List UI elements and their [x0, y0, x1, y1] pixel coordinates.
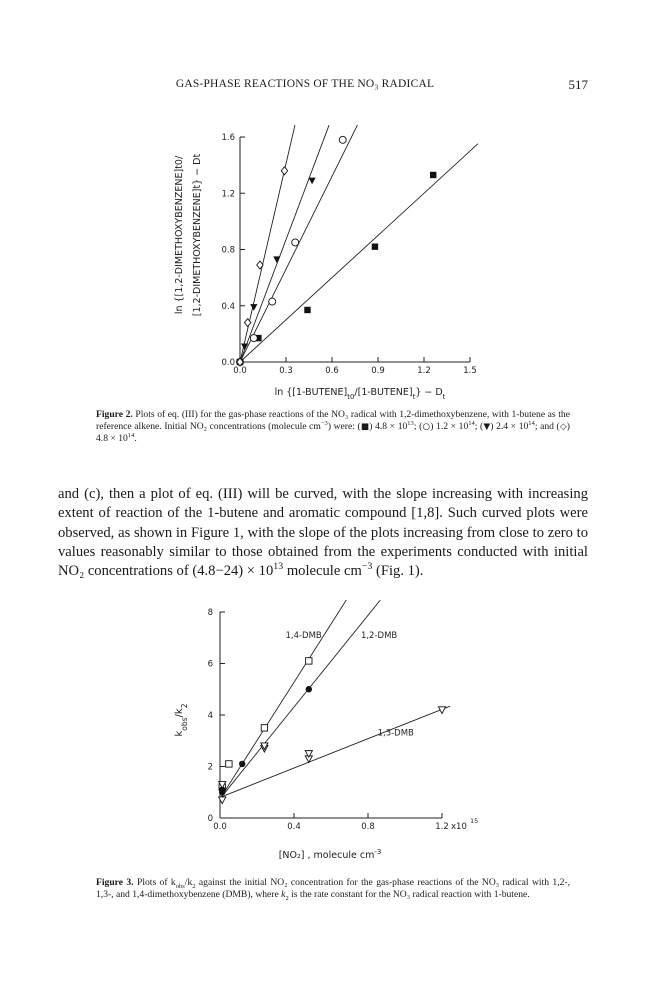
x-tick-label: 0.8	[361, 822, 375, 832]
open-circle-icon: ○	[422, 422, 431, 433]
x-tick-label: 0.3	[279, 366, 293, 376]
figure-2-axes	[240, 137, 470, 362]
filled-triangle-icon: ▼	[483, 422, 491, 433]
figure-3-caption: Figure 3. Plots of $k_{obs}/k_2$ against the initial NO₂ concentration for the gas-phase reactions of the NO₃ radical with 1,2-, 1,3-, and 1,4-dimethoxybenzene (DMB), where $k_2$ is the rate constant for the NO₃ radical reaction with 1-butene.	[96, 877, 570, 903]
x-tick-label: 0.0	[233, 366, 247, 376]
series-label: 1,3-DMB	[377, 728, 414, 739]
y-tick-label: 8	[207, 608, 213, 618]
x-tick-label: 0.4	[287, 822, 301, 832]
figure-3-series-labels	[285, 631, 414, 739]
figure-3-y-axis-label: $k_{obs}/k_2$	[174, 703, 189, 737]
figure-3-caption-label: Figure 3.	[96, 877, 134, 888]
data-point-open-square	[226, 761, 232, 767]
data-point-filled-triangle	[308, 178, 315, 185]
data-point-filled-square	[372, 243, 378, 249]
data-point-filled-circle	[239, 761, 245, 767]
x-tick-label: 1.2	[435, 822, 449, 832]
figure-3-chart	[160, 600, 500, 868]
figure-2-markers	[236, 136, 436, 366]
running-header-title: GAS-PHASE REACTIONS OF THE NO₃ RADICAL	[175, 78, 435, 90]
data-point-open-square	[261, 725, 267, 731]
x-tick-label: 1.2	[417, 366, 431, 376]
x-tick-label: 0.6	[325, 366, 339, 376]
figure-2-x-axis-label: $\ln \{[1-BUTENE]_{t0}/[1-BUTENE]_t\} - D_t$	[274, 387, 446, 400]
data-point-open-circle	[292, 239, 299, 246]
data-point-filled-square	[430, 172, 436, 178]
y-tick-label: 4	[207, 711, 213, 721]
page-number: 517	[568, 77, 588, 92]
figure-3-fit-lines	[220, 600, 450, 799]
fit-line	[220, 600, 346, 799]
body-paragraph: and (c), then a plot of eq. (III) will be curved, with the slope increasing with increasing extent of reaction of the 1-butene and aromatic compound [1,8]. Such curved plots were observed, as shown in Figure 1, with the slope of the plots increasing from close to zero to values reasonably similar to those obtained from the experiments conducted with initial NO₂ concentrations of $(4.8-24) \times 10^{13}$ molecule $cm^{-3}$ (Fig. 1).	[58, 486, 588, 580]
y-tick-label: 1.2	[221, 189, 235, 200]
x-tick-label: 1.5	[463, 366, 477, 376]
x-tick-label: 0.0	[213, 822, 227, 832]
figure-2-chart	[160, 125, 500, 400]
data-point-open-diamond	[281, 167, 287, 175]
data-point-filled-triangle	[250, 304, 257, 311]
figure-2-caption-label: Figure 2.	[96, 409, 133, 420]
data-point-open-circle	[250, 335, 257, 342]
y-tick-label: 6	[207, 659, 213, 670]
figure-3-axes	[220, 612, 442, 818]
series-label: 1,4-DMB	[285, 630, 322, 641]
figure-2-fit-lines	[240, 125, 478, 362]
data-point-filled-circle	[306, 686, 312, 692]
y-tick-label: 0.8	[221, 245, 235, 256]
y-tick-label: 0	[207, 814, 213, 824]
data-point-filled-square	[304, 307, 310, 313]
x-tick-multiplier-exponent: 15	[470, 817, 479, 825]
fit-line	[240, 144, 478, 362]
data-point-open-square	[306, 658, 312, 664]
figure-2-caption: Figure 2. Plots of eq. (III) for the gas-phase reactions of the NO₃ radical with 1,2-dimethoxybenzene, with 1-butene as the reference alkene. Initial NO₂ concentrations (molecule $cm^{-3}$) were: (■) $4.8 \times 10^{13}$; (○) $1.2 \times 10^{14}$; (▼) $2.4 \times 10^{14}$; and (◇) $4.8 \times 10^{14}$.	[96, 409, 570, 445]
fit-line	[240, 125, 329, 362]
figure-3-tick-labels	[208, 608, 479, 832]
data-point-open-circle	[339, 136, 346, 143]
y-tick-label: 1.6	[221, 133, 235, 143]
x-tick-multiplier: x10	[451, 822, 467, 832]
x-tick-label: 0.9	[371, 366, 385, 376]
open-diamond-icon: ◇	[559, 422, 567, 433]
figure-3-x-axis-label: [NO₂] , molecule $cm^{-3}$	[278, 848, 382, 861]
fit-line	[220, 706, 450, 797]
y-tick-label: 0.0	[221, 358, 235, 368]
filled-square-icon: ■	[360, 422, 370, 433]
y-tick-label: 2	[207, 762, 213, 773]
figure-2-y-axis-label-line1: ln {[1,2-DIMETHOXYBENZENE]t0/	[174, 155, 185, 315]
figure-2-y-axis-label-line2: [1,2-DIMETHOXYBENZENE]t} − Dt	[192, 153, 203, 317]
y-tick-label: 0.4	[221, 301, 235, 312]
data-point-open-circle	[269, 298, 276, 305]
series-label: 1,2-DMB	[360, 630, 398, 641]
data-point-filled-triangle	[273, 256, 280, 263]
